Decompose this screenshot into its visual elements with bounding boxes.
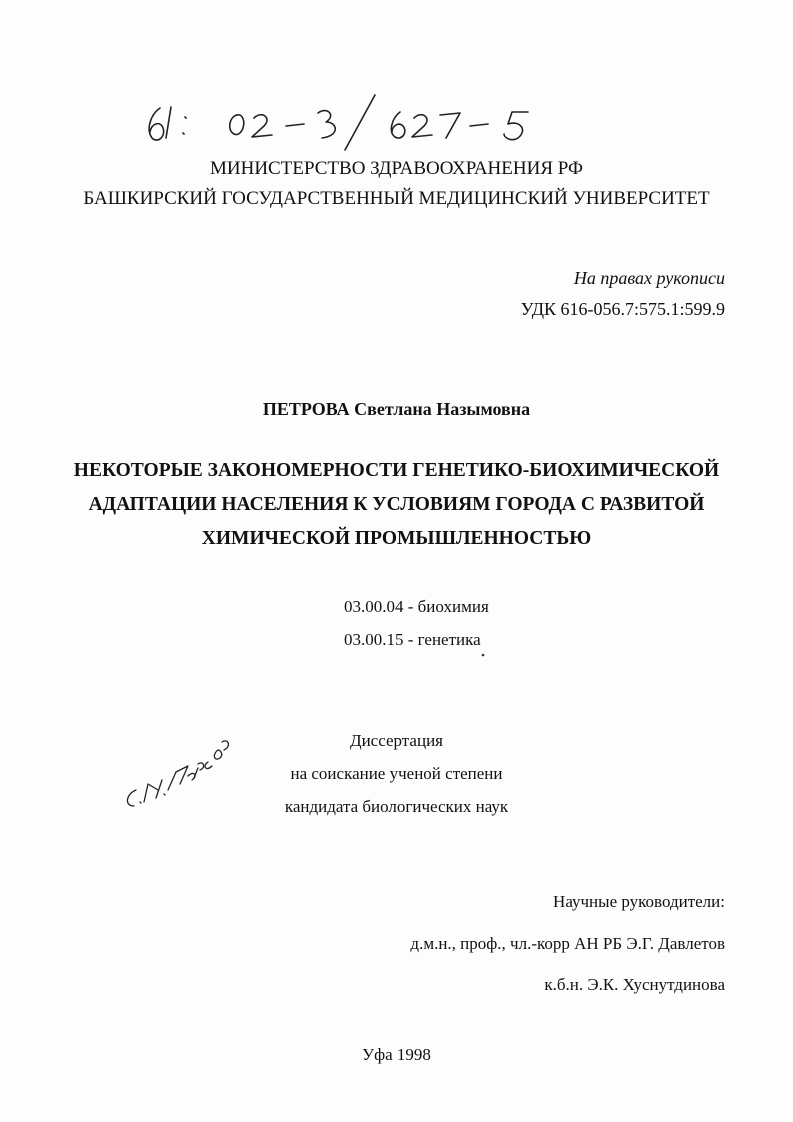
- handwritten-signature: [118, 690, 238, 820]
- supervisors-label: Научные руководители:: [553, 892, 725, 911]
- specialty-biochemistry: 03.00.04 - биохимия: [344, 597, 489, 616]
- title-line-3: ХИМИЧЕСКОЙ ПРОМЫШЛЕННОСТЬЮ: [201, 528, 592, 549]
- manuscript-rights-label: На правах рукописи: [573, 268, 725, 288]
- supervisor-1: д.м.н., проф., чл.-корр АН РБ Э.Г. Давлетов: [410, 934, 725, 953]
- ministry-name: МИНИСТЕРСТВО ЗДРАВООХРАНЕНИЯ РФ: [210, 158, 583, 179]
- author-surname: ПЕТРОВА: [262, 399, 350, 419]
- city-year: Уфа 1998: [362, 1045, 431, 1064]
- specialty-genetics: 03.00.15 - генетика: [344, 630, 481, 649]
- ink-dot: [480, 652, 490, 662]
- author-name: [0, 399, 793, 420]
- author-given-names: Светлана Назымовна: [354, 399, 531, 419]
- degree-line-3: кандидата биологических наук: [284, 797, 509, 816]
- udc-code: УДК 616-056.7:575.1:599.9: [520, 299, 725, 319]
- university-name: БАШКИРСКИЙ ГОСУДАРСТВЕННЫЙ МЕДИЦИНСКИЙ УНИВЕРСИТЕТ: [83, 188, 710, 209]
- title-line-2: АДАПТАЦИИ НАСЕЛЕНИЯ К УСЛОВИЯМ ГОРОДА С РАЗВИТОЙ: [88, 494, 705, 515]
- degree-line-1: Диссертация: [349, 731, 443, 750]
- supervisor-2: к.б.н. Э.К. Хуснутдинова: [544, 975, 725, 994]
- degree-line-2: на соискание ученой степени: [290, 764, 503, 783]
- title-line-1: НЕКОТОРЫЕ ЗАКОНОМЕРНОСТИ ГЕНЕТИКО-БИОХИМИЧЕСКОЙ: [73, 460, 720, 481]
- handwritten-registry-number: [0, 0, 793, 160]
